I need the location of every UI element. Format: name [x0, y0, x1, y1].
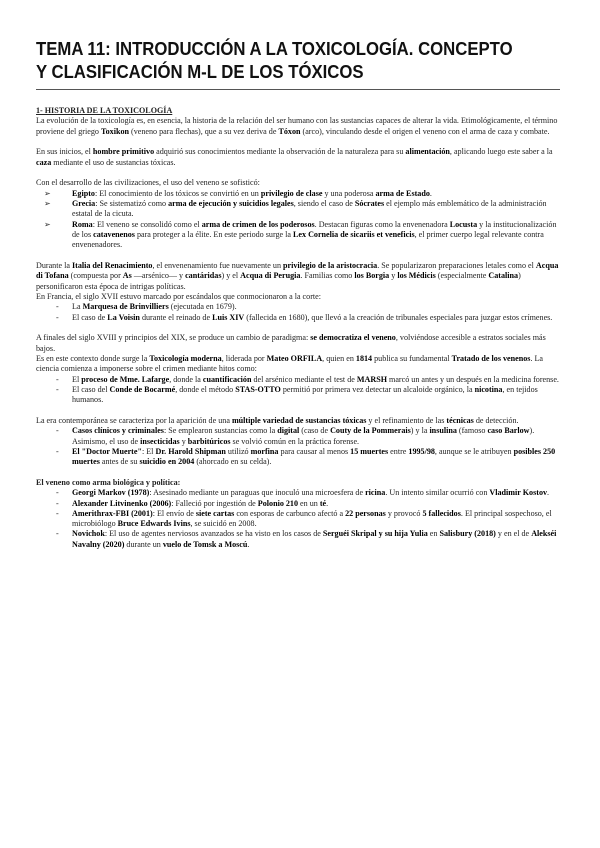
civilizations-list: [36, 189, 564, 251]
list-item: - El caso del Conde de Bocarmé, donde el método STAS-OTTO permitió por primera vez detectar un alcaloide orgánico, la nicotina, en tejidos humanos.: [56, 384, 538, 405]
list-item: - Amerithrax-FBI (2001): El envío de siete cartas con esporas de carbunco afectó a 22 personas y provocó 5 fallecidos. El principal sospechoso, el microbiólogo Bruce Edwards Ivins, se suicidó en 2008.: [56, 508, 552, 529]
list-item: - Alexander Litvinenko (2006): Falleció por ingestión de Polonio 210 en un té.: [56, 498, 329, 508]
document-body: [36, 106, 564, 550]
list-item: - Casos clínicos y criminales: Se emplearon sustancias como la digital (caso de Couty de la Pommerais) y la insulina (famoso caso Barlow). Asimismo, el uso de insecticidas y barbitúricos se volvió común en la práctica forense.: [56, 426, 535, 446]
title-divider: [36, 89, 560, 90]
list-item: ➢ Egipto: El conocimiento de los tóxicos se convirtió en un privilegio de clase y una poderosa arma de Estado.: [44, 188, 432, 198]
section-heading: 1- HISTORIA DE LA TOXICOLOGÍA: [36, 106, 173, 115]
paragraph: A finales del siglo XVIII y principios del XIX, se produce un cambio de paradigma: se democratiza el veneno, volviéndose accesible a estratos sociales más bajos.: [36, 333, 546, 353]
france-list: [36, 302, 564, 323]
list-item: - El proceso de Mme. Lafarge, donde la cuantificación del arsénico mediante el test de MARSH marcó un antes y un después en la medicina forense.: [56, 374, 559, 384]
paragraph: Con el desarrollo de las civilizaciones, el uso del veneno se sofisticó:: [36, 178, 260, 188]
paragraph: Durante la Italia del Renacimiento, el envenenamiento fue nuevamente un privilegio de la aristocracia. Se popularizaron preparaciones letales como el Acqua di Tofana (compuesta por As —arsénico— y cantáridas) y el Acqua di Perugia. Familias como los Borgia y los Médicis (especialmente Catalina) personificaron esta época de intrigas políticas.: [36, 261, 559, 291]
paragraph: Es en este contexto donde surge la Toxicología moderna, liderada por Mateo ORFILA, quien en 1814 publica su fundamental Tratado de los venenos. La ciencia comienza a imponerse sobre el crimen mediante hitos como:: [36, 353, 544, 374]
list-item: - Novichok: El uso de agentes nerviosos avanzados se ha visto en los casos de Serguéi Skripal y su hija Yulia en Salisbury (2018) y en el de Alekséi Navalny (2020) durante un vuelo de Tomsk a Moscú.: [56, 529, 557, 549]
paragraph: En Francia, el siglo XVII estuvo marcado por escándalos que conmocionaron a la corte:: [36, 291, 321, 301]
list-item: ➢ Roma: El veneno se consolidó como el arma de crimen de los poderosos. Destacan figuras como la envenenadora Locusta y la institucionalización de los catavenenos para proteger a la élite. En este periodo surge la Lex Cornelia de sicariis et veneficis, el primer cuerpo legal relevante contra envenenadores.: [44, 219, 557, 250]
paragraph: La evolución de la toxicología es, en esencia, la historia de la relación del ser humano con las sustancias capaces de alterar la vida. Etimológicamente, el término proviene del griego Toxikon (veneno para flechas), que a su vez deriva de Tóxon (arco), vinculando desde el origen el veneno con el arma de caza y combate.: [36, 116, 558, 136]
paragraph: En sus inicios, el hombre primitivo adquirió sus conocimientos mediante la observación de la naturaleza para su alimentación, aplicando luego este saber a la caza mediante el uso de sustancias tóxicas.: [36, 147, 553, 167]
political-list: [36, 488, 564, 550]
list-item: - Georgi Markov (1978): Asesinado mediante un paraguas que inoculó una microesfera de ricina. Un intento similar ocurrió con Vladimir Kostov.: [56, 488, 550, 498]
list-item: - El caso de La Voisin durante el reinado de Luis XIV (fallecida en 1680), que llevó a la creación de tribunales especiales para juzgar estos crímenes.: [56, 312, 553, 322]
list-item: ➢ Grecia: Se sistematizó como arma de ejecución y suicidios legales, siendo el caso de Sócrates el ejemplo más emblemático de la administración estatal de la cicuta.: [44, 199, 547, 219]
list-item: - El "Doctor Muerte": El Dr. Harold Shipman utilizó morfina para causar al menos 15 muertes entre 1995/98, aunque se le atribuyen posibles 250 muertes antes de su suicidio en 2004 (ahorcado en su celda).: [56, 446, 556, 467]
modern-list: [36, 375, 564, 406]
contemporary-list: [36, 426, 564, 467]
section-heading: El veneno como arma biológica y política:: [36, 477, 181, 487]
page-title: TEMA 11: INTRODUCCIÓN A LA TOXICOLOGÍA. CONCEPTO Y CLASIFICACIÓN M-L DE LOS TÓXICOS: [36, 39, 513, 82]
paragraph: La era contemporánea se caracteriza por la aparición de una múltiple variedad de sustancias tóxicas y el refinamiento de las técnicas de detección.: [36, 415, 519, 425]
list-item: - La Marquesa de Brinvilliers (ejecutada en 1679).: [56, 302, 237, 312]
